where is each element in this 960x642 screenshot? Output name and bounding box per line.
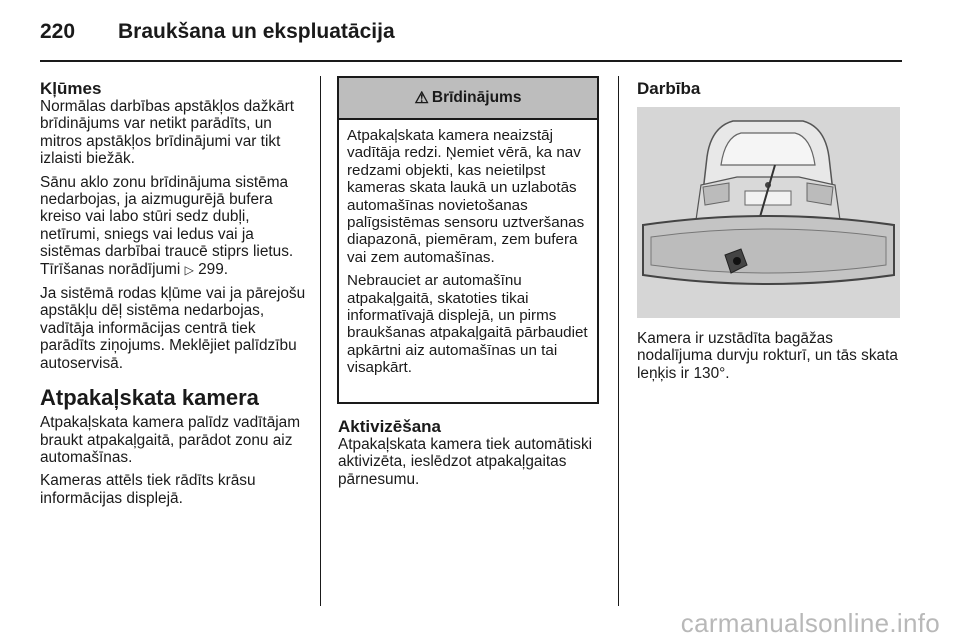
- warning-paragraph-2: Nebrauciet ar automašīnu atpakaļgaitā, skatoties tikai informatīvajā displejā, un pirms braukšanas atpakaļgaitā pārbaudiet apkārtni aiz automašīnas un tai visapkārt.: [347, 272, 588, 377]
- faults-paragraph-3: Ja sistēmā rodas kļūme vai ja pārejošu apstākļu dēļ sistēma nedarbojas, vadītāja informācijas centrā tiek parādīts ziņojums. Meklējiet palīdzību autoservisā.: [40, 285, 306, 372]
- faults-paragraph-2-text: Sānu aklo zonu brīdinājuma sistēma nedarbojas, ja aizmugurējā bufera kreiso vai labo stūri sedz dubļi, netīrumi, sniegs vai ledus vai ja sistēmas darbībai traucē stiprs lietus. Tīrīšanas norādījumi: [40, 173, 294, 278]
- running-title: Braukšana un ekspluatācija: [118, 20, 395, 43]
- page-reference-arrow-icon: ▷: [184, 262, 194, 277]
- column-2: [338, 418, 608, 494]
- column-3-text: [637, 330, 902, 388]
- warning-box: [337, 76, 599, 404]
- faults-paragraph-1: Normālas darbības apstākļos dažkārt brīdinājums var netikt parādīts, un mitros apstākļos brīdinājumi var tikt izlaisti biežāk.: [40, 98, 295, 168]
- watermark: carmanualsonline.info: [680, 608, 940, 638]
- faults-paragraph-2: [40, 174, 312, 279]
- car-rear-with-camera-drawing: [637, 107, 900, 318]
- activation-paragraph: Atpakaļskata kamera tiek automātiski aktivizēta, ieslēdzot atpakaļgaitas pārnesumu.: [338, 436, 593, 488]
- camera-heading: Atpakaļskata kamera: [40, 385, 259, 411]
- camera-paragraph-1: Atpakaļskata kamera palīdz vadītājam braukt atpakaļgaitā, parādot zonu aiz automašīnas.: [40, 414, 301, 466]
- warning-triangle-icon: ⚠: [414, 90, 429, 107]
- column-3: [637, 80, 902, 98]
- operation-paragraph: Kamera ir uzstādīta bagāžas nodalījuma durvju rokturī, un tās skata leņķis ir 130°.: [637, 330, 898, 382]
- header-rule: [40, 60, 902, 62]
- page-header: [40, 20, 902, 60]
- column-divider-right: [618, 76, 619, 606]
- operation-heading: Darbība: [637, 79, 701, 98]
- rear-camera-illustration: [637, 107, 900, 318]
- camera-paragraph-2: Kameras attēls tiek rādīts krāsu informācijas displejā.: [40, 472, 256, 507]
- column-divider-left: [320, 76, 321, 606]
- activation-heading: Aktivizēšana: [338, 417, 441, 436]
- page-number: 220: [40, 20, 76, 43]
- page-reference-link[interactable]: 299.: [198, 260, 229, 278]
- warning-paragraph-1: Atpakaļskata kamera neaizstāj vadītāja redzi. Ņemiet vērā, ka nav redzami objekti, kas neietilpst kameras skata laukā un uzlabotās automašīnas novietošanas palīgsistēmas sensoru uztveršanas diapazonā, piemēram, zem bufera vai zem automašīnas.: [347, 127, 585, 266]
- warning-body: [339, 120, 597, 377]
- column-1: [40, 80, 312, 513]
- faults-heading: Kļūmes: [40, 79, 102, 98]
- warning-header: [339, 78, 597, 120]
- warning-title: Brīdinājums: [431, 89, 522, 106]
